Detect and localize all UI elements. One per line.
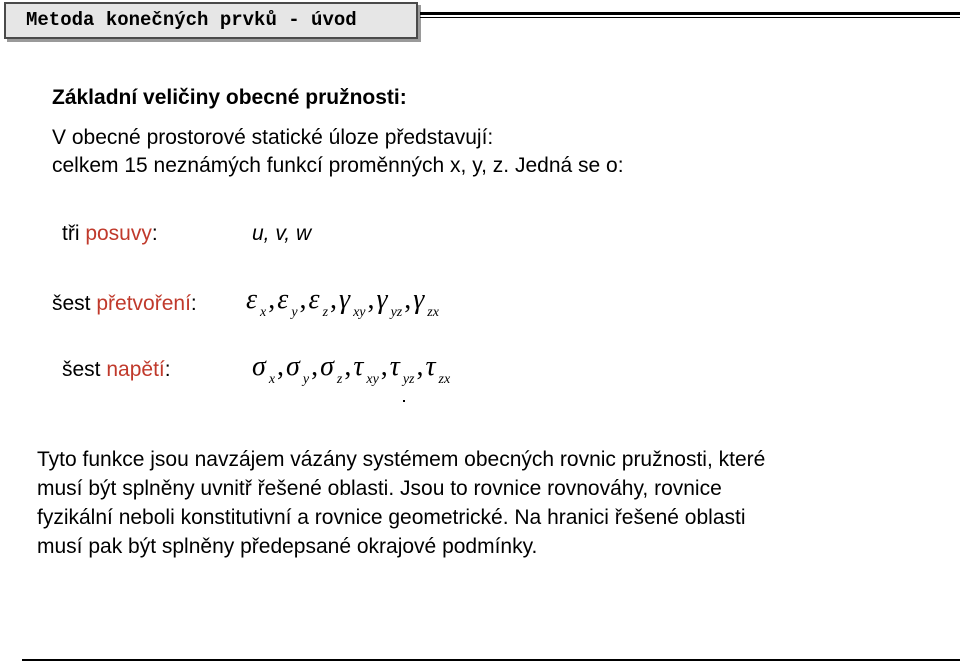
- strains-suffix: :: [190, 292, 197, 315]
- paragraph-line-2: musí být splněny uvnitř řešené oblasti. Jsou to rovnice rovnováhy, rovnice: [37, 477, 722, 500]
- strain-symbol-zx: γ: [413, 284, 425, 315]
- strain-symbol-z: ε: [308, 284, 320, 315]
- paragraph-line-1: Tyto funkce jsou navzájem vázány systémem obecných rovnic pružnosti, které: [37, 448, 766, 471]
- stresses-prefix: šest: [62, 358, 107, 381]
- strain-separator: ,: [268, 284, 276, 315]
- stray-dot: [403, 400, 405, 402]
- strain-subscript-zx: zx: [427, 305, 439, 320]
- displacements-value: u, v, w: [252, 222, 312, 245]
- strain-subscript-x: x: [260, 305, 267, 320]
- stress-separator: ,: [416, 351, 424, 382]
- header-rule-thin: [420, 17, 960, 18]
- stresses-label: [62, 358, 171, 382]
- stresses-term: napětí: [106, 358, 165, 381]
- strain-separator: ,: [404, 284, 412, 315]
- displacements-prefix: tři: [62, 222, 86, 245]
- paragraph-line-3: fyzikální neboli konstitutivní a rovnice geometrické. Na hranici řešené oblasti: [37, 506, 746, 529]
- strain-subscript-xy: xy: [353, 305, 366, 320]
- stress-components: [252, 351, 452, 388]
- strain-separator: ,: [330, 284, 338, 315]
- stress-symbol-x: σ: [252, 351, 266, 382]
- strain-separator: ,: [299, 284, 307, 315]
- stress-subscript-yz: yz: [402, 372, 415, 387]
- displacements-suffix: :: [151, 222, 158, 245]
- strain-symbol-x: ε: [246, 284, 258, 315]
- strain-symbol-yz: γ: [376, 284, 388, 315]
- stresses-suffix: :: [164, 358, 171, 381]
- strain-subscript-y: y: [291, 305, 298, 320]
- intro-text: [52, 124, 624, 180]
- stress-separator: ,: [311, 351, 319, 382]
- strain-components: [246, 284, 441, 321]
- displacements-label: [62, 222, 158, 246]
- strain-symbol-y: ε: [277, 284, 289, 315]
- intro-line-1: V obecné prostorové statické úloze představují:: [52, 126, 494, 149]
- stress-subscript-x: x: [268, 372, 276, 387]
- intro-line-2: celkem 15 neznámých funkcí proměnných x, y, z. Jedná se o:: [52, 154, 624, 177]
- stress-subscript-zx: zx: [438, 372, 451, 387]
- paragraph-line-4: musí pak být splněny předepsané okrajové podmínky.: [37, 535, 538, 558]
- strains-label: [52, 292, 197, 316]
- stress-separator: ,: [277, 351, 285, 382]
- stress-separator: ,: [344, 351, 352, 382]
- strains-prefix: šest: [52, 292, 97, 315]
- section-heading: Základní veličiny obecné pružnosti:: [52, 86, 407, 109]
- stress-symbol-yz: τ: [389, 351, 400, 382]
- strain-subscript-yz: yz: [390, 305, 403, 320]
- displacements-term: posuvy: [85, 222, 152, 245]
- stress-subscript-y: y: [302, 372, 310, 387]
- stress-subscript-xy: xy: [366, 372, 379, 387]
- strain-symbol-xy: γ: [339, 284, 351, 315]
- stress-symbol-xy: τ: [353, 351, 364, 382]
- footer-rule: [22, 659, 960, 661]
- strains-term: přetvoření: [96, 292, 191, 315]
- body-paragraph: [37, 445, 937, 561]
- strain-subscript-z: z: [322, 305, 329, 320]
- stress-symbol-z: σ: [320, 351, 334, 382]
- stress-separator: ,: [380, 351, 388, 382]
- strain-separator: ,: [367, 284, 375, 315]
- slide-title: [4, 2, 418, 39]
- slide-title-text: Metoda konečných prvků - úvod: [26, 9, 357, 31]
- stress-subscript-z: z: [336, 372, 343, 387]
- stress-symbol-y: σ: [286, 351, 300, 382]
- header-rule: [420, 12, 960, 15]
- stress-symbol-zx: τ: [425, 351, 436, 382]
